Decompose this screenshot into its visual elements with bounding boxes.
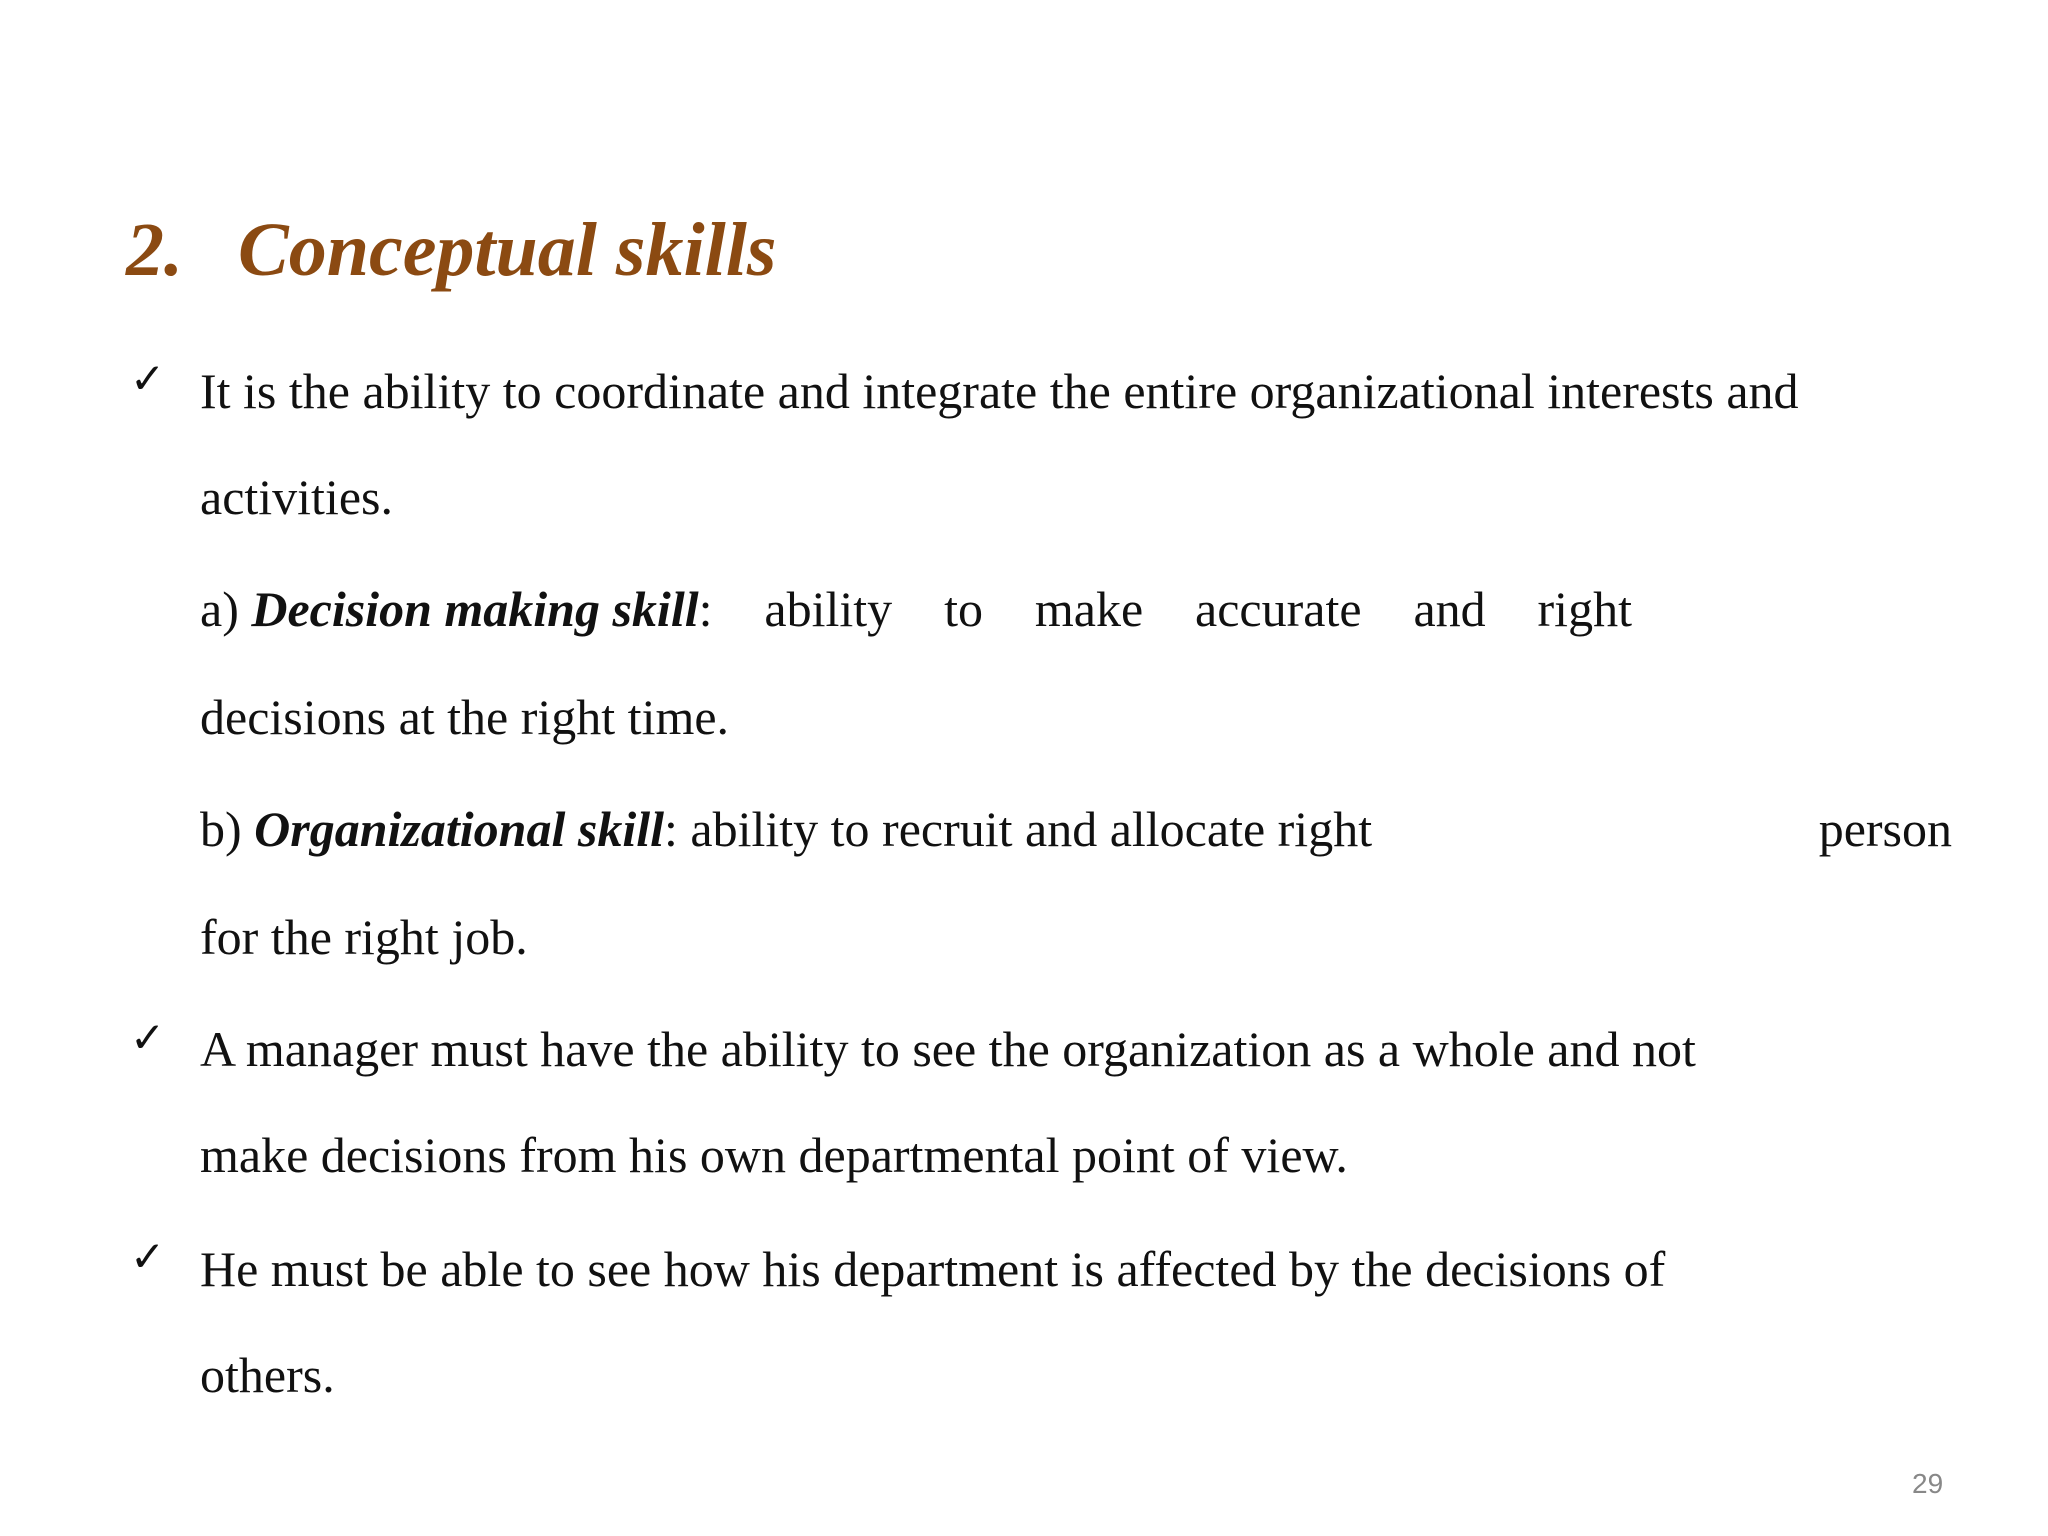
sub-a-word: accurate	[1195, 581, 1362, 637]
sub-b-text	[200, 801, 1373, 857]
sub-a-text	[200, 581, 713, 637]
sub-b-rest: : ability to recruit and allocate right	[664, 801, 1373, 857]
check-icon: ✓	[130, 1013, 166, 1062]
sub-a-line1	[200, 581, 1632, 637]
slide-title	[126, 208, 777, 292]
sub-a-word: right	[1537, 581, 1632, 637]
title-number: 2.	[126, 208, 183, 292]
bullet3-line1: He must be able to see how his department is affected by the decisions of	[200, 1241, 1666, 1297]
bullet2-line1: A manager must have the ability to see the organization as a whole and not	[200, 1021, 1696, 1077]
sub-a-word: and	[1413, 581, 1486, 637]
sub-a-colon: :	[698, 581, 713, 637]
bullet1-line2: activities.	[200, 469, 393, 525]
check-icon: ✓	[130, 354, 166, 403]
sub-a-word: ability	[764, 581, 893, 637]
sub-a-line2: decisions at the right time.	[200, 689, 730, 745]
page-number: 29	[1912, 1468, 1944, 1499]
bullet1-line1: It is the ability to coordinate and integrate the entire organizational interests and	[200, 363, 1799, 419]
sub-b-prefix: b)	[200, 801, 242, 857]
check-icon: ✓	[130, 1232, 166, 1281]
sub-b-last-word: person	[1818, 801, 1952, 857]
sub-a-word: to	[944, 581, 983, 637]
sub-a-prefix: a)	[200, 581, 239, 637]
sub-a-word: make	[1034, 581, 1144, 637]
title-text: Conceptual skills	[238, 208, 777, 292]
sub-a-term: Decision making skill	[251, 581, 699, 637]
bullet2-line2: make decisions from his own departmental point of view.	[200, 1127, 1348, 1183]
sub-b-term: Organizational skill	[254, 801, 664, 857]
sub-b-line1	[200, 801, 1952, 857]
sub-b-line2: for the right job.	[200, 909, 528, 965]
bullet3-line2: others.	[200, 1347, 335, 1403]
